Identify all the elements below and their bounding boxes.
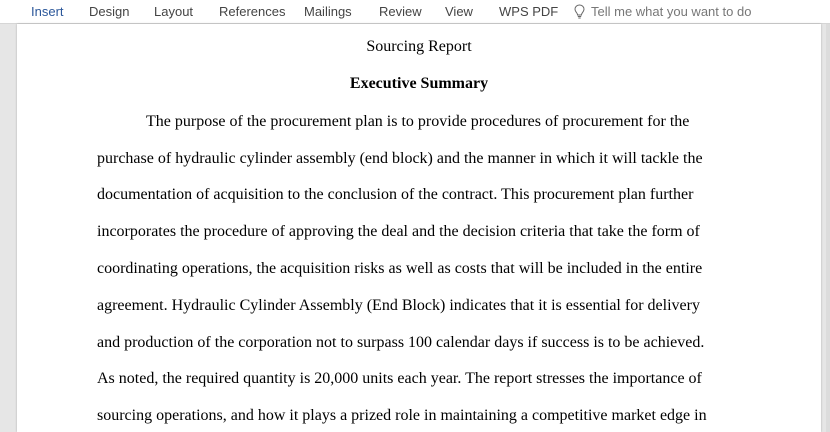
vertical-scrollbar[interactable] [826,24,830,432]
tab-review[interactable]: Review [379,4,422,19]
body-line: and production of the corporation not to surpass 100 calendar days if success is to be achieved. [97,334,705,351]
tab-layout[interactable]: Layout [154,4,194,19]
body-line: sourcing operations, and how it plays a prized role in maintaining a competitive market edge in [97,407,707,424]
tab-view[interactable]: View [445,4,473,19]
tell-me-placeholder: Tell me what you want to do [591,4,752,19]
document-canvas [0,24,830,432]
body-line: incorporates the procedure of approving the deal and the decision criteria that take the form of [97,223,700,240]
body-line: agreement. Hydraulic Cylinder Assembly (End Block) indicates that it is essential for delivery [97,297,700,314]
tab-references[interactable]: References [219,4,286,19]
document-title: Sourcing Report [366,38,472,55]
body-line: coordinating operations, the acquisition risks as well as costs that will be included in the entire [97,260,703,277]
tab-wps-pdf[interactable]: WPS PDF [499,4,559,19]
document-page[interactable] [17,24,821,432]
body-line: The purpose of the procurement plan is to provide procedures of procurement for the [146,113,690,130]
ribbon-tab-bar [0,0,830,24]
lightbulb-icon [574,4,585,19]
tab-insert[interactable]: Insert [31,4,64,19]
tell-me-search[interactable] [574,3,751,20]
tab-design[interactable]: Design [89,4,130,19]
body-line: As noted, the required quantity is 20,000 units each year. The report stresses the importance of [97,370,702,387]
body-line: purchase of hydraulic cylinder assembly (end block) and the manner in which it will tackle the [97,150,703,167]
body-line: documentation of acquisition to the conclusion of the contract. This procurement plan further [97,186,694,203]
tab-mailings[interactable]: Mailings [304,4,352,19]
section-heading: Executive Summary [349,75,489,92]
